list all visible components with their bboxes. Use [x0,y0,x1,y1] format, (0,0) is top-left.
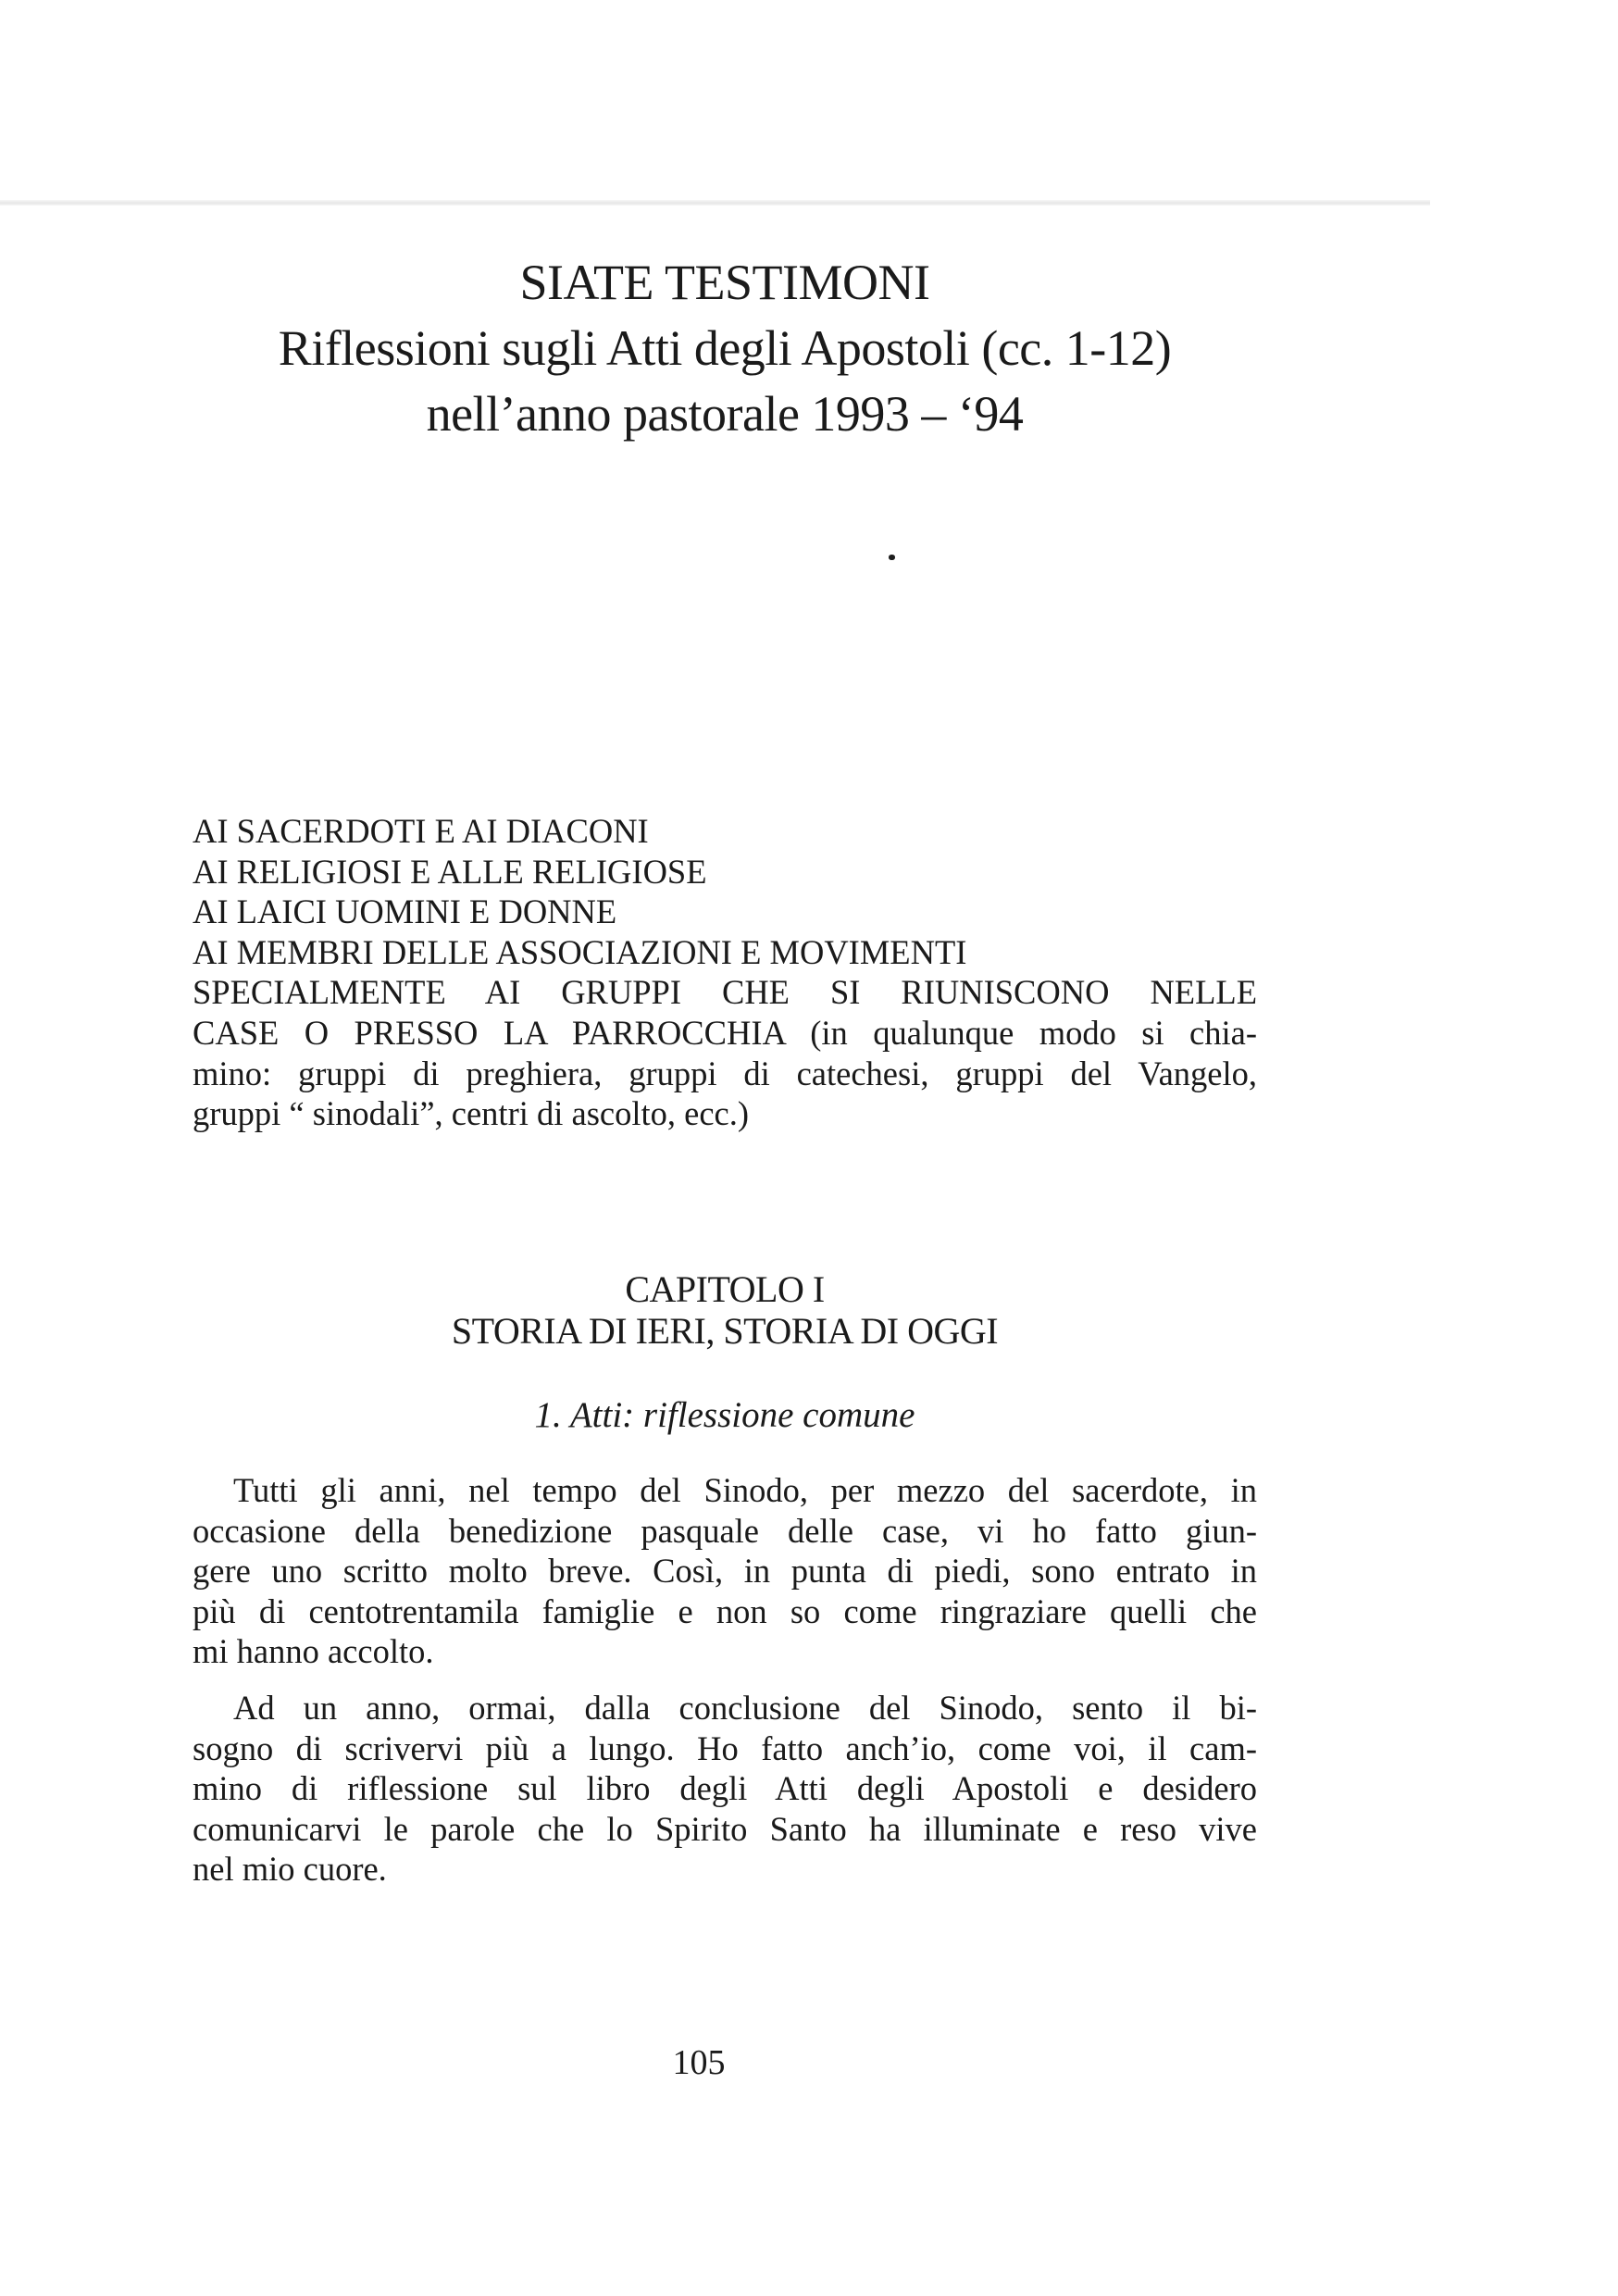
paragraph-2 [193,1688,1257,1890]
book-subtitle: Riflessioni sugli Atti degli Apostoli (cc. 1-12) [278,320,1172,376]
paragraph-line: sogno di scrivervi più a lungo. Ho fatto anch’io, come voi, il cam- [193,1728,1257,1767]
section-title: 1. Atti: riflessione comune [534,1395,915,1435]
paragraph-line: occasione della benedizione pasquale delle case, vi ho fatto giun- [193,1511,1257,1550]
paragraph-line: Tutti gli anni, nel tempo del Sinodo, per mezzo del sacerdote, in [233,1471,1257,1509]
address-line: mino: gruppi di preghiera, gruppi di catechesi, gruppi del Vangelo, [193,1054,1257,1092]
paragraph-line: mino di riflessione sul libro degli Atti degli Apostoli e desidero [193,1769,1257,1808]
book-subtitle-year: nell’anno pastorale 1993 – ‘94 [426,386,1024,442]
address-line: AI MEMBRI DELLE ASSOCIAZIONI E MOVIMENTI [193,932,967,971]
paragraph-line: comunicarvi le parole che lo Spirito Santo ha illuminate e reso vive [193,1809,1257,1848]
chapter-heading: CAPITOLO I [625,1268,825,1310]
scan-artifact-line [0,200,1430,206]
address-line: AI SACERDOTI E AI DIACONI [193,812,649,850]
chapter-subheading: STORIA DI IERI, STORIA DI OGGI [451,1310,999,1352]
chapter-heading-block [193,1268,1257,1352]
address-line: gruppi “ sinodali”, centri di ascolto, ecc.) [193,1094,750,1133]
address-line: SPECIALMENTE AI GRUPPI CHE SI RIUNISCONO NELLE [193,973,1257,1012]
paragraph-line: più di centotrentamila famiglie e non so come ringraziare quelli che [193,1591,1257,1630]
paragraph-line: mi hanno accolto. [193,1632,434,1671]
paragraph-1 [193,1470,1257,1672]
title-block [193,250,1257,447]
paragraph-line: Ad un anno, ormai, dalla conclusione del Sinodo, sento il bi- [233,1689,1257,1727]
address-line: AI LAICI UOMINI E DONNE [193,892,617,931]
book-title: SIATE TESTIMONI [519,255,930,310]
paragraph-line: nel mio cuore. [193,1850,387,1889]
address-block [193,811,1257,1134]
address-line: CASE O PRESSO LA PARROCCHIA (in qualunque modo si chia- [193,1013,1257,1052]
page-number: 105 [672,2043,726,2082]
ink-speck [889,555,895,560]
address-line: AI RELIGIOSI E ALLE RELIGIOSE [193,852,707,891]
paragraph-line: gere uno scritto molto breve. Così, in punta di piedi, sono entrato in [193,1552,1257,1591]
